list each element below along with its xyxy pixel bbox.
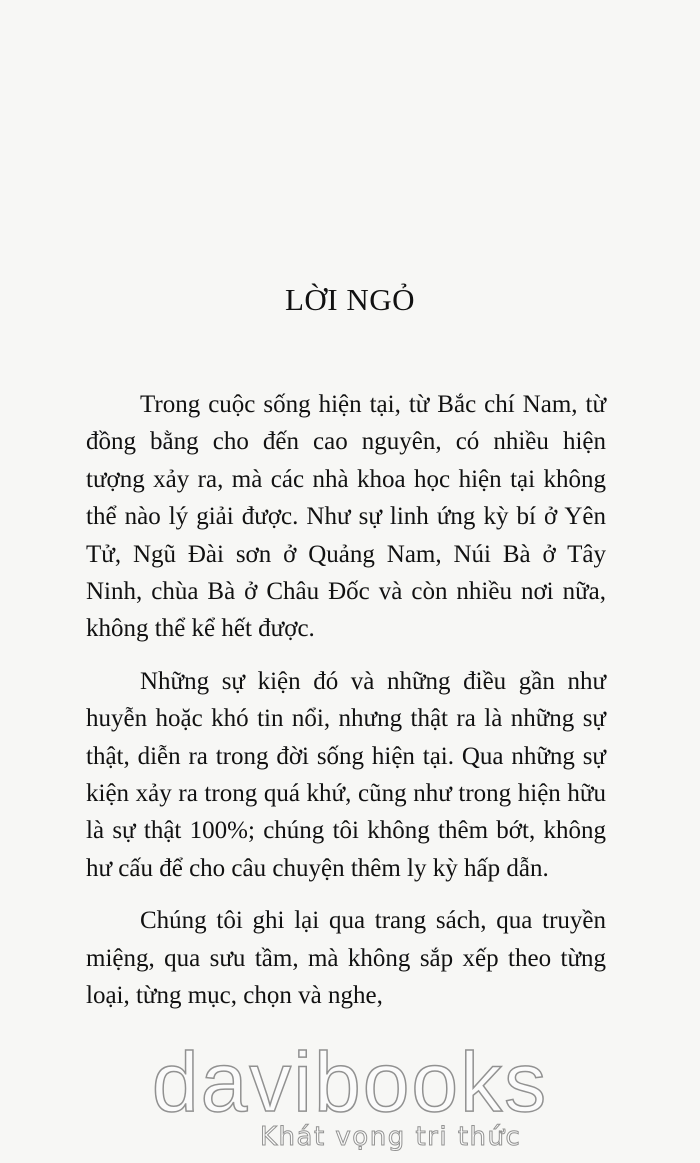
paragraph-1: Trong cuộc sống hiện tại, từ Bắc chí Nam, từ đồng bằng cho đến cao nguyên, có nhiều hiện tượng xảy ra, mà các nhà khoa học hiện tại không thể nào lý giải được. Như sự linh ứng kỳ bí ở Yên Tử, Ngũ Đài sơn ở Quảng Nam, Núi Bà ở Tây Ninh, chùa Bà ở Châu Đốc và còn nhiều nơi nữa, không thể kể hết được. <box>86 391 606 643</box>
watermark-tagline: Khát vọng tri thức <box>260 1122 522 1152</box>
watermark-logo: davibooks <box>151 1035 549 1129</box>
paragraph-3: Chúng tôi ghi lại qua trang sách, qua truyền miệng, qua sưu tầm, mà không sắp xếp theo từng loại, từng mục, chọn và nghe, <box>86 907 606 1010</box>
paragraph-2: Những sự kiện đó và những điều gần như huyễn hoặc khó tin nổi, nhưng thật ra là những sự thật, diễn ra trong đời sống hiện tại. Qua những sự kiện xảy ra trong quá khứ, cũng như trong hiện hữu là sự thật 100%; chúng tôi không thêm bớt, không hư cấu để cho câu chuyện thêm ly kỳ hấp dẫn. <box>86 667 606 882</box>
page-title: LỜI NGỎ <box>284 282 416 317</box>
page-body <box>86 386 606 1030</box>
